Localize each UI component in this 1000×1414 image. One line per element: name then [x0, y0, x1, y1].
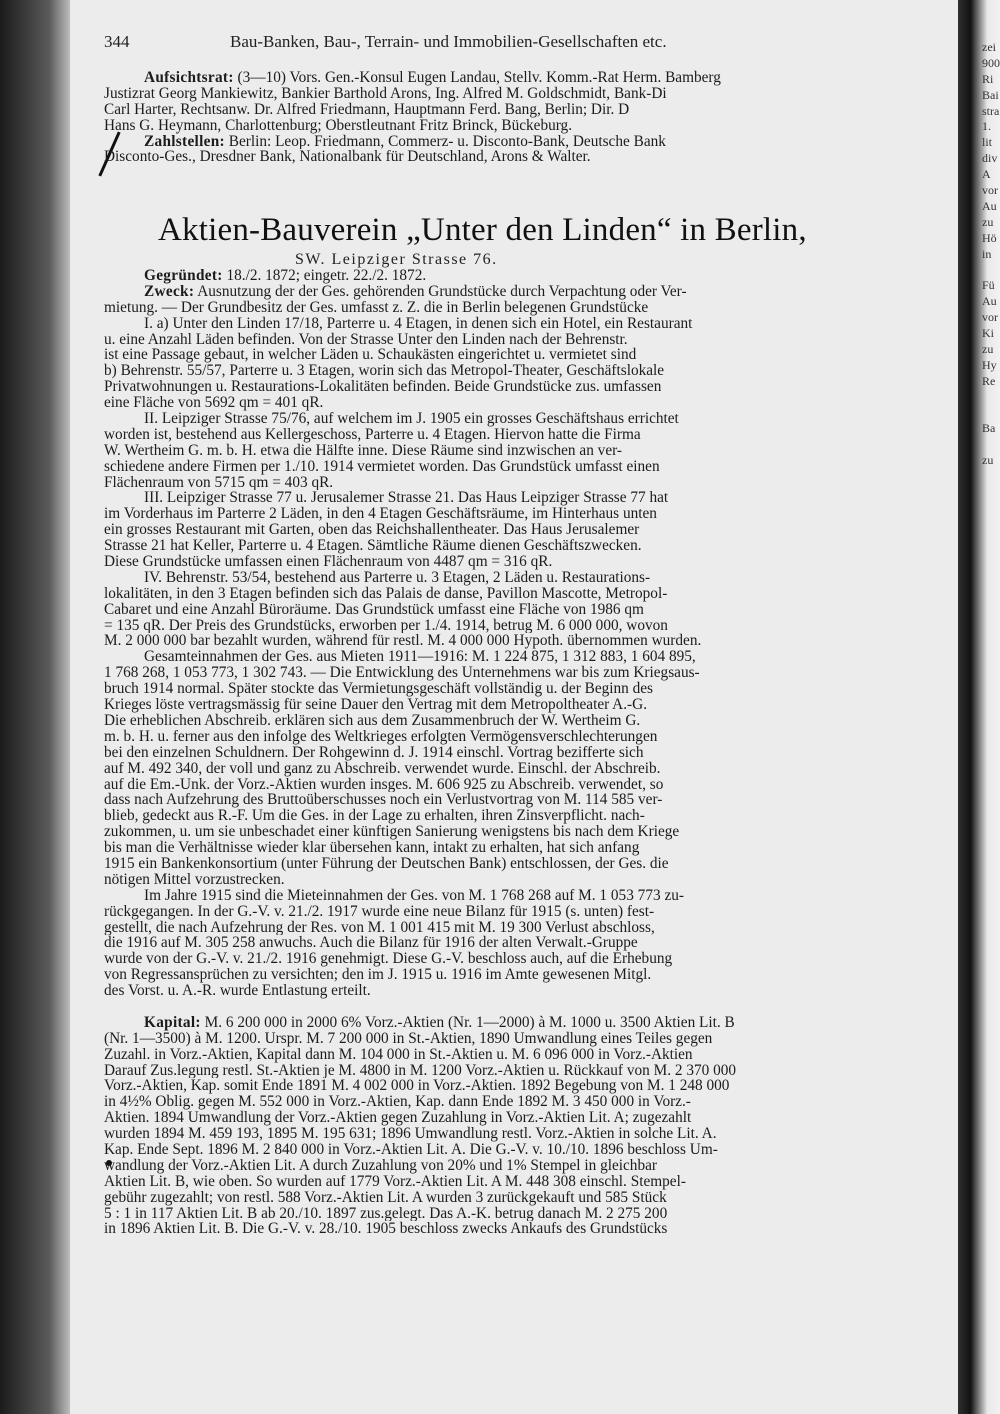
- purpose-line: eine Fläche von 5692 qm = 401 qR.: [104, 395, 324, 412]
- purpose-line: M. 2 000 000 bar bezahlt wurden, während für restl. M. 4 000 000 Hypoth. übernommen wurden.: [104, 633, 702, 650]
- purpose-line: IV. Behrenstr. 53/54, bestehend aus Parterre u. 3 Etagen, 2 Läden u. Restaurations-: [144, 569, 651, 586]
- purpose-line: bruch 1914 normal. Später stockte das Vermietungsgeschäft vollständig u. der Beginn des: [104, 681, 654, 698]
- purpose-line: Gesamteinnahmen der Ges. aus Mieten 1911—1916: M. 1 224 875, 1 312 883, 1 604 895,: [144, 649, 696, 666]
- purpose-line: bei den einzelnen Schuldnern. Der Rohgewinn d. J. 1914 einschl. Vortrag bezifferte sich: [104, 744, 644, 761]
- running-head: [104, 32, 864, 56]
- purpose-line: [104, 999, 940, 1015]
- purpose-line: bis man die Verhältnisse wieder klar übersehen kann, intakt zu erhalten, hat sich anfang: [104, 840, 640, 856]
- purpose-line: Privatwohnungen u. Restaurations-Lokalitäten befinden. Beide Grundstücke zus. umfassen: [104, 379, 662, 396]
- company-address: SW. Leipziger Strasse 76.: [295, 251, 498, 268]
- founded-purpose-section: [104, 268, 940, 1237]
- purpose-line: = 135 qR. Der Preis des Grundstücks, erworben per 1./4. 1914, betrug M. 6 000 000, wovon: [104, 617, 668, 634]
- purpose-line: mietung. — Der Grundbesitz der Ges. umfasst z. Z. die in Berlin belegenen Grundstücke: [104, 299, 649, 316]
- purpose-line: II. Leipziger Strasse 75/76, auf welchem im J. 1905 ein grosses Geschäftshaus errichtet: [144, 411, 679, 427]
- purpose-line: Im Jahre 1915 sind die Mieteinnahmen der Ges. von M. 1 768 268 auf M. 1 053 773 zu-: [144, 887, 684, 904]
- supervisory-board-line: Aufsichtsrat: (3—10) Vors. Gen.-Konsul Eugen Landau, Stellv. Komm.-Rat Herm. Bamberg: [104, 70, 940, 86]
- purpose-line: schiedene andere Firmen per 1./10. 1914 vermietet worden. Das Grundstück umfasst einen: [104, 458, 660, 475]
- company-heading: Aktien-Bauverein „Unter den Linden“ in Berlin,: [158, 212, 807, 248]
- purpose-line: u. eine Anzahl Läden befinden. Von der Strasse Unter den Linden nach der Behrenstr.: [104, 331, 628, 348]
- purpose-line: zukommen, u. um sie unbeschadet einer künftigen Sanierung wenigstens bis nach dem Kriege: [104, 824, 680, 841]
- purpose-line: ist eine Passage gebaut, in welcher Läden u. Schaukästen eingerichtet u. vermietet sind: [104, 347, 637, 364]
- purpose-line: nötigen Mittel vorzustrecken.: [104, 871, 285, 888]
- purpose-line: rückgegangen. In der G.-V. v. 21./2. 1917 wurde eine neue Bilanz für 1915 (s. unten) fest-: [104, 903, 655, 920]
- capital-line: wurden 1894 M. 459 193, 1895 M. 195 631; 1896 Umwandlung restl. Vorz.-Aktien in solche Lit. A.: [104, 1126, 717, 1142]
- purpose-line: Strasse 21 hat Keller, Parterre u. 4 Etagen. Sämtliche Räume dienen Geschäftszwecken.: [104, 538, 642, 555]
- purpose-line: Diese Grundstücke umfassen einen Flächenraum von 4487 qm = 316 qR.: [104, 554, 553, 570]
- capital-line: Zuzahl. in Vorz.-Aktien, Kapital dann M. 104 000 in St.-Aktien u. M. 6 096 000 in Vorz.-Aktien: [104, 1046, 693, 1063]
- capital-line: Aktien Lit. B, wie oben. So wurden auf 1779 Vorz.-Aktien Lit. A M. 448 308 einschl. Stempel-: [104, 1173, 686, 1190]
- purpose-line: gestellt, die nach Aufzehrung der Res. von M. 1 001 415 mit M. 19 300 Verlust abschloss,: [104, 919, 655, 936]
- purpose-line: worden ist, bestehend aus Kellergeschoss, Parterre u. 4 Etagen. Hiervon hatte die Firma: [104, 426, 641, 443]
- supervisory-board-line: Hans G. Heymann, Charlottenburg; Oberstleutnant Fritz Brinck, Bückeburg.: [104, 117, 573, 134]
- purpose-line: auf M. 492 340, der voll und ganz zu Abschreib. verwendet wurde. Einschl. der Abschreib.: [104, 760, 661, 777]
- purpose-line: W. Wertheim G. m. b. H. etwa die Hälfte inne. Diese Räume sind inzwischen an ver-: [104, 442, 622, 459]
- paying-agents-line: Disconto-Ges., Dresdner Bank, Nationalbank für Deutschland, Arons & Walter.: [104, 149, 591, 166]
- purpose-line: Krieges löste vertragsmässig für seine Dauer den Vertrag mit dem Metropoltheater A.-G.: [104, 697, 648, 713]
- purpose-line: b) Behrenstr. 55/57, Parterre u. 3 Etagen, worin sich das Metropol-Theater, Geschäftslokale: [104, 363, 665, 380]
- supervisory-board-label: Aufsichtsrat:: [144, 70, 234, 86]
- purpose-line: Zweck: Ausnutzung der der Ges. gehörenden Grundstücke durch Verpachtung oder Ver-: [104, 284, 940, 300]
- left-binding-shadow: [0, 0, 70, 1414]
- purpose-label: Zweck:: [144, 283, 195, 300]
- capital-line: Kap. Ende Sept. 1896 M. 2 840 000 in Vorz.-Aktien Lit. A. Die G.-V. v. 10./10. 1896 beschloss Um-: [104, 1141, 718, 1158]
- purpose-line: 1 768 268, 1 053 773, 1 302 743. — Die Entwicklung des Unternehmens war bis zum Kriegsaus-: [104, 665, 700, 682]
- capital-line: gebühr zugezahlt; von restl. 588 Vorz.-Aktien Lit. A wurden 3 zurückgekauft und 585 Stück: [104, 1189, 667, 1206]
- running-title: Bau-Banken, Bau-, Terrain- und Immobilien-Gesellschaften etc.: [230, 32, 667, 51]
- purpose-line: III. Leipziger Strasse 77 u. Jerusalemer Strasse 21. Das Haus Leipziger Strasse 77 hat: [144, 490, 669, 507]
- purpose-line: ein grosses Restaurant mit Garten, oben das Reichshallentheater. Das Haus Jerusalemer: [104, 522, 640, 539]
- paying-agents-label: Zahlstellen:: [144, 133, 225, 150]
- capital-line: Darauf Zus.legung restl. St.-Aktien je M. 4800 in M. 1200 Vorz.-Aktien u. Rückkauf von M. 2 370 000: [104, 1062, 737, 1079]
- purpose-line: 1915 ein Bankenkonsortium (unter Führung der Deutschen Bank) entschlossen, der Ges. die: [104, 855, 669, 872]
- purpose-line: wurde von der G.-V. v. 21./2. 1916 genehmigt. Diese G.-V. beschloss auch, auf die Erhebung: [104, 951, 673, 968]
- purpose-line: lokalitäten, in den 3 Etagen befinden sich das Palais de danse, Pavillon Mascotte, Metropol-: [104, 585, 668, 602]
- founded-label: Gegründet:: [144, 268, 223, 284]
- purpose-line: Cabaret und eine Anzahl Büroräume. Das Grundstück umfasst eine Fläche von 1986 qm: [104, 601, 644, 618]
- capital-line: (Nr. 1—3500) à M. 1200. Urspr. M. 7 200 000 in St.-Aktien, 1890 Umwandlung eines Teiles gegen: [104, 1030, 713, 1047]
- capital-line: 5 : 1 in 117 Aktien Lit. B ab 20./10. 1897 zus.gelegt. Das A.-K. betrug danach M. 2 275 200: [104, 1205, 668, 1222]
- capital-line: in 1896 Aktien Lit. B. Die G.-V. v. 28./10. 1905 beschloss zwecks Ankaufs des Grundstücks: [104, 1221, 668, 1238]
- purpose-line: m. b. H. u. ferner aus den infolge des Weltkrieges erfolgten Vermögensverschlechterungen: [104, 728, 658, 745]
- purpose-line: blieb, gedeckt aus R.-F. Um die Ges. in der Lage zu erhalten, ihren Zinsverpflicht. nach-: [104, 808, 645, 825]
- purpose-line: von Regressansprüchen zu versichten; den im J. 1915 u. 1916 im Amte gewesenen Mitgl.: [104, 967, 652, 984]
- capital-line: Kapital: M. 6 200 000 in 2000 6% Vorz.-Aktien (Nr. 1—2000) à M. 1000 u. 3500 Aktien Lit. B: [104, 1015, 940, 1031]
- adjacent-page-sliver: zei 900 Ri Bai stra 1. lit div A vor Au zu Hö in Fü Au vor Ki zu Hy Re Ba zu: [982, 40, 1000, 468]
- purpose-line: Die erheblichen Abschreib. erklären sich aus dem Zusammenbruch der W. Wertheim G.: [104, 712, 641, 729]
- purpose-line: des Vorst. u. A.-R. wurde Entlastung erteilt.: [104, 983, 371, 999]
- capital-line: Aktien. 1894 Umwandlung der Vorz.-Aktien gegen Zuzahlung in Vorz.-Aktien Lit. A; zugezahlt: [104, 1110, 692, 1127]
- purpose-line: Flächenraum von 5715 qm = 403 qR.: [104, 474, 334, 491]
- capital-line: in 4½% Oblig. gegen M. 552 000 in Vorz.-Aktien, Kap. dann Ende 1892 M. 3 450 000 in Vorz.-: [104, 1094, 691, 1111]
- capital-line: Vorz.-Aktien, Kap. somit Ende 1891 M. 4 002 000 in Vorz.-Aktien. 1892 Begebung von M. 1 248 000: [104, 1078, 730, 1095]
- supervisory-board-section: [104, 70, 940, 165]
- purpose-line: die 1916 auf M. 305 258 anwuchs. Auch die Bilanz für 1916 der alten Verwalt.-Gruppe: [104, 935, 638, 952]
- purpose-line: dass nach Aufzehrung des Bruttoüberschusses noch ein Verlustvortrag von M. 114 585 ver-: [104, 792, 663, 809]
- capital-line: wandlung der Vorz.-Aktien Lit. A durch Zuzahlung von 20% und 1% Stempel in gleichbar: [104, 1157, 657, 1174]
- founded-line: Gegründet: 18./2. 1872; eingetr. 22./2. 1872.: [104, 268, 940, 284]
- paying-agents-line: Zahlstellen: Berlin: Leop. Friedmann, Commerz- u. Disconto-Bank, Deutsche Bank: [104, 134, 940, 150]
- purpose-line: I. a) Unter den Linden 17/18, Parterre u. 4 Etagen, in denen sich ein Hotel, ein Restaurant: [144, 315, 693, 332]
- supervisory-board-line: Carl Harter, Rechtsanw. Dr. Alfred Friedmann, Hauptmann Ferd. Bang, Berlin; Dir. D: [104, 101, 630, 118]
- capital-label: Kapital:: [144, 1014, 201, 1031]
- purpose-line: auf die Em.-Unk. der Vorz.-Aktien wurden insges. M. 606 925 zu Abschreib. verwendet, so: [104, 776, 664, 793]
- purpose-line: im Vorderhaus im Parterre 2 Läden, in den 4 Etagen Geschäftsräume, im Hinterhaus unten: [104, 506, 657, 523]
- page-number: 344: [104, 32, 130, 51]
- supervisory-board-line: Justizrat Georg Mankiewitz, Bankier Barthold Arons, Ing. Alfred M. Goldschmidt, Bank-Di: [104, 85, 667, 102]
